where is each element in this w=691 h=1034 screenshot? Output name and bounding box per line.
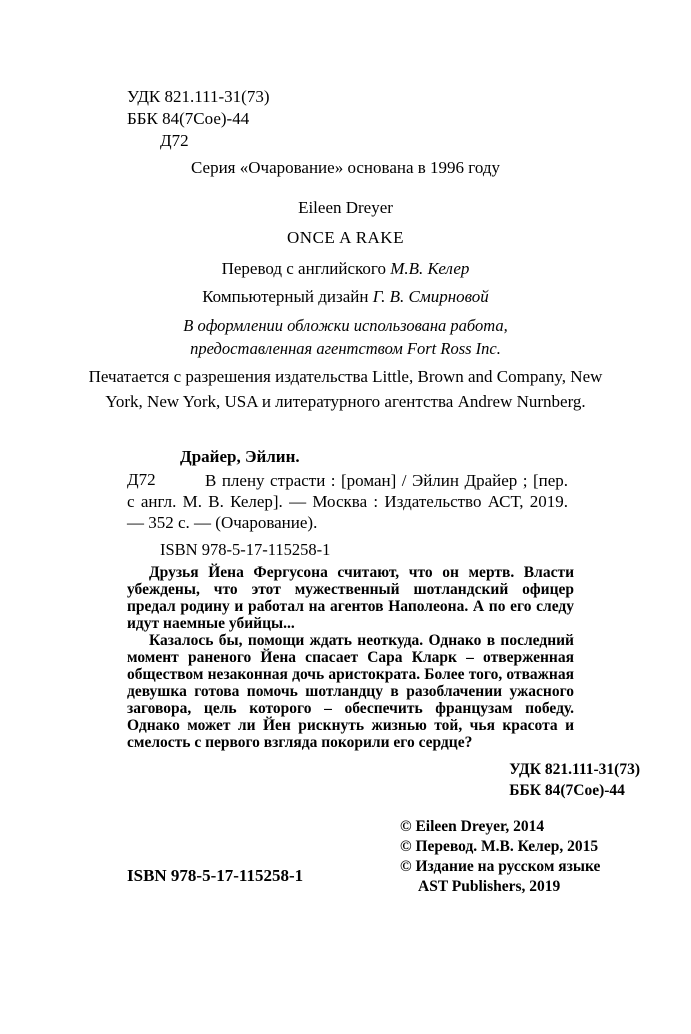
cover-note-line-2: предоставленная агентством Fort Ross Inc.	[190, 339, 501, 358]
original-author: Eileen Dreyer	[298, 198, 393, 217]
copyright-line-1: © Eileen Dreyer, 2014	[400, 818, 545, 835]
copyright-line-2: © Перевод. М.В. Келер, 2015	[400, 838, 599, 855]
designer-line	[0, 287, 691, 307]
designer-name: Г. В. Смирновой	[372, 287, 489, 306]
author-sign-code-top: Д72	[160, 131, 189, 150]
catalog-card-author: Драйер, Эйлин.	[180, 447, 300, 466]
copyright-line-3: © Издание на русском языке	[400, 858, 601, 875]
translator-name: М.В. Келер	[390, 259, 470, 278]
original-title: ONCE A RAKE	[287, 228, 404, 247]
publishing-permission-note: Печатается с разрешения издательства Little, Brown and Company, New York, New York, USA и литературного агентства Andrew Nurnberg.	[88, 367, 603, 411]
catalog-card	[127, 470, 568, 533]
annotation-block	[127, 564, 574, 751]
translator-prefix: Перевод с английского	[221, 259, 391, 278]
annotation-paragraph-1: Друзья Йена Фергусона считают, что он мертв. Власти убеждены, что этот мужественный шотландский офицер предал родину и работал на агентов Наполеона. А по его следу идут наемные убийцы...	[127, 564, 574, 632]
bbk-code-top: ББК 84(7Сое)-44	[127, 109, 250, 128]
cover-note-line-1: В оформлении обложки использована работа,	[183, 316, 508, 335]
translator-line	[0, 259, 691, 279]
copyright-block	[400, 817, 600, 897]
catalog-card-description: В плену страсти : [роман] / Эйлин Драйер ; [пер. с англ. М. В. Келер]. — Москва : Издательство АСТ, 2019. — 352 с. — (Очарование).	[127, 471, 568, 532]
designer-prefix: Компьютерный дизайн	[202, 287, 373, 306]
udk-code-bottom: УДК 821.111-31(73)	[509, 761, 640, 778]
series-note: Серия «Очарование» основана в 1996 году	[190, 158, 500, 177]
udk-code-top: УДК 821.111-31(73)	[127, 87, 270, 106]
annotation-paragraph-2: Казалось бы, помощи ждать неоткуда. Однако в последний момент раненого Йена спасает Сара Кларк – отверженная обществом незаконная дочь аристократа. Более того, отважная девушка готова помочь шотландцу в разоблачении ужасного заговора, цель которого – обеспечить французам победу. Однако может ли Йен рискнуть жизнью той, чья красота и смелость с первого взгляда покорили его сердце?	[127, 632, 574, 751]
bottom-classification-codes	[509, 759, 640, 801]
bbk-code-bottom: ББК 84(7Сое)-44	[509, 782, 625, 799]
cover-artwork-note	[0, 314, 691, 360]
isbn-bottom: ISBN 978-5-17-115258-1	[127, 866, 304, 885]
top-classification-codes	[127, 86, 269, 152]
copyright-line-4: AST Publishers, 2019	[418, 878, 561, 895]
catalog-card-code: Д72	[127, 470, 156, 489]
catalog-card-isbn: ISBN 978-5-17-115258-1	[160, 540, 331, 559]
